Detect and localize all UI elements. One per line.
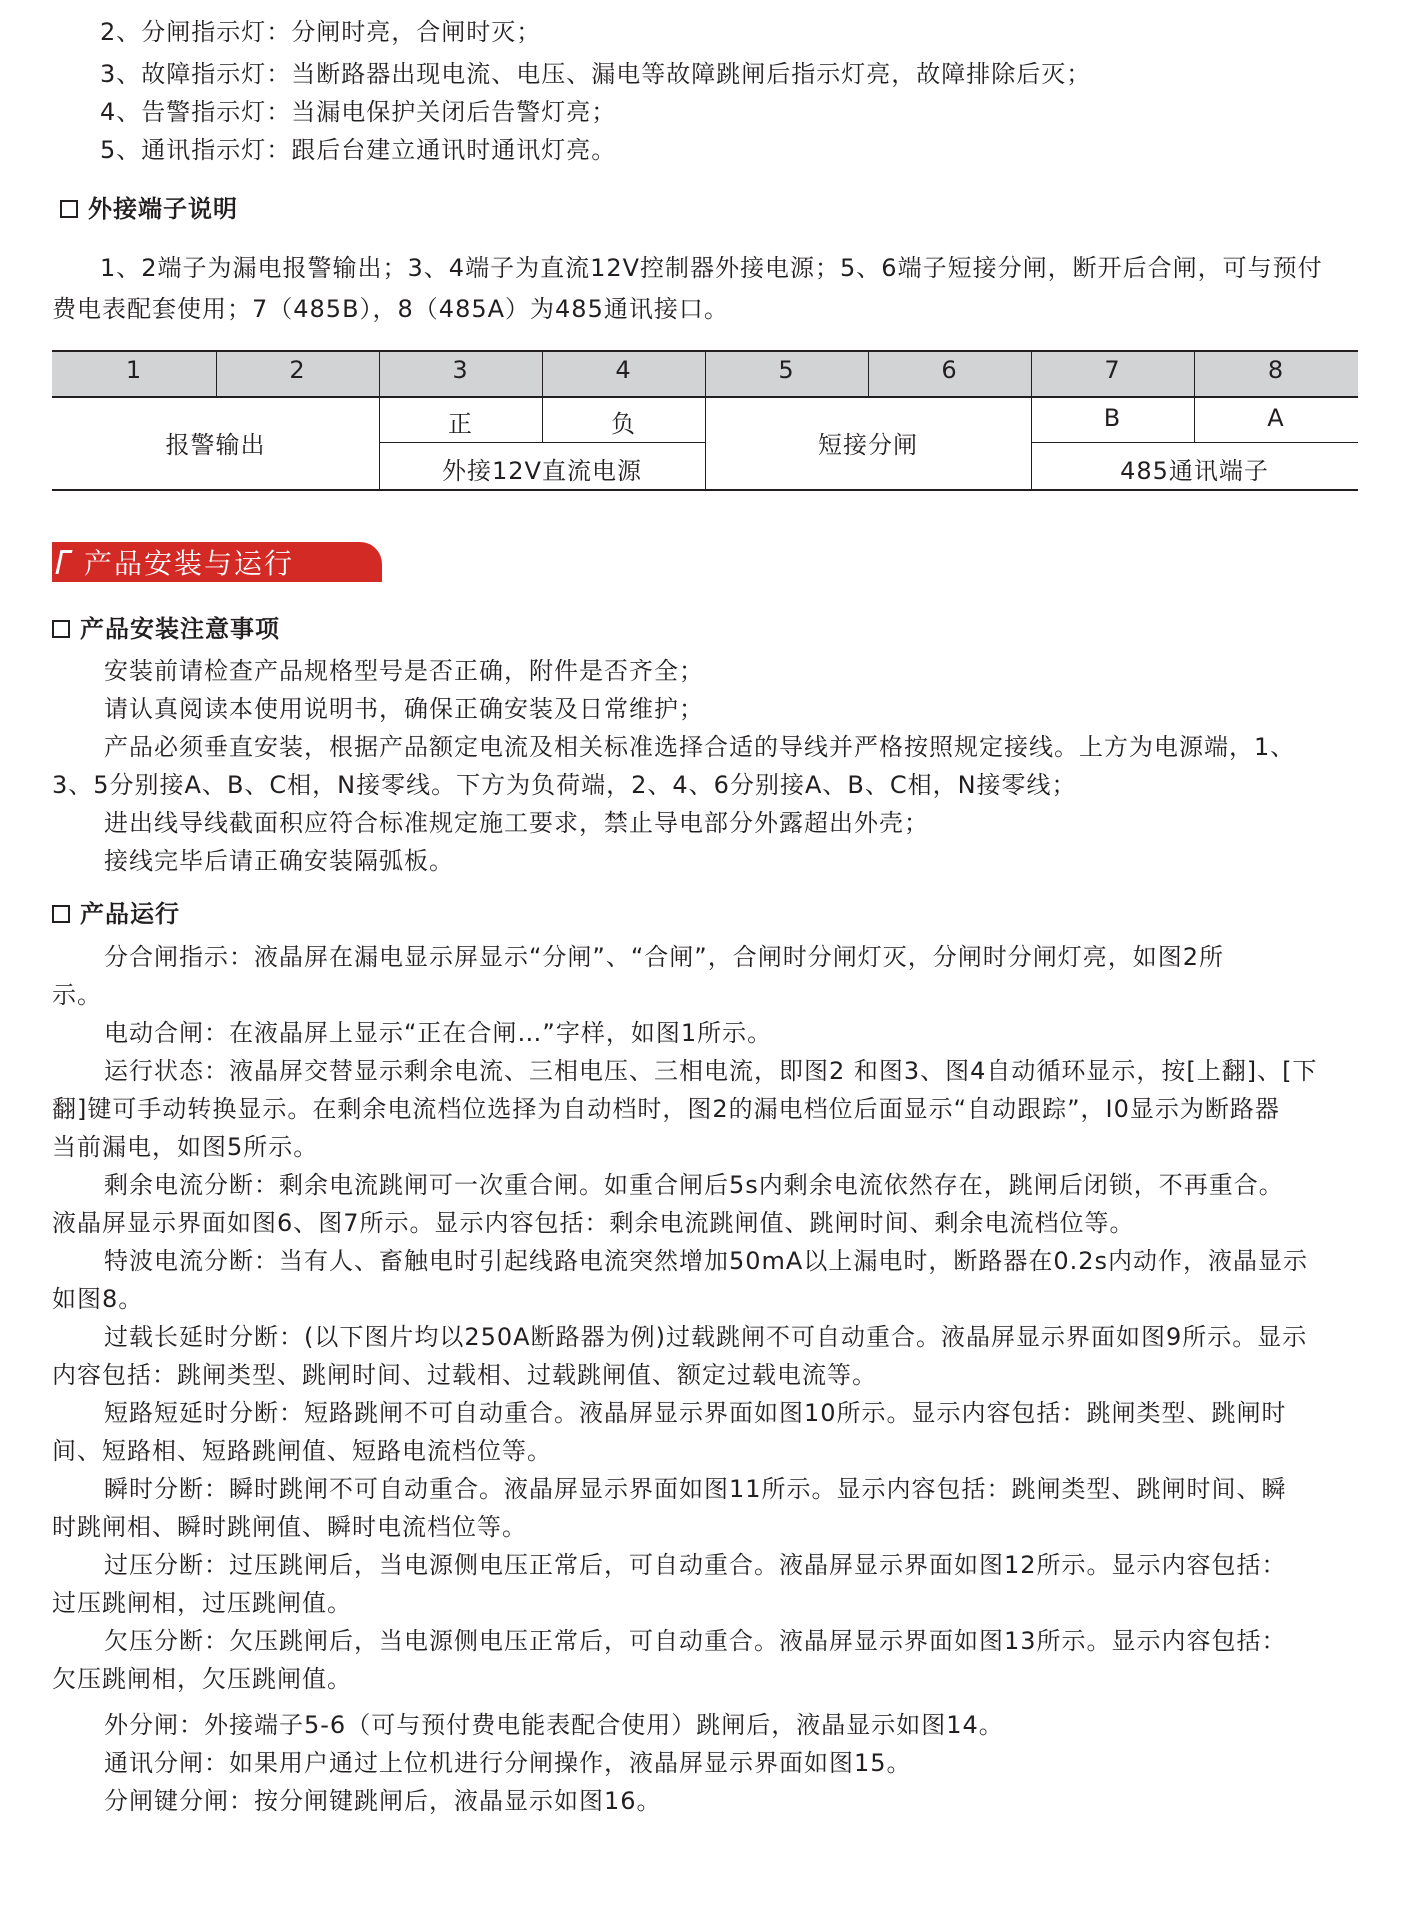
checkbox-icon — [52, 620, 70, 638]
operation-heading — [52, 895, 180, 933]
operation-line: 特波电流分断：当有人、畜触电时引起线路电流突然增加50mA以上漏电时，断路器在0.2s内动作，液晶显示 — [104, 1247, 1309, 1275]
table-cell-short-trip: 短接分闸 — [818, 431, 918, 459]
operation-line: 液晶屏显示界面如图6、图7所示。显示内容包括：剩余电流跳闸值、跳闸时间、剩余电流档位等。 — [52, 1209, 1135, 1237]
operation-line: 运行状态：液晶屏交替显示剩余电流、三相电压、三相电流，即图2 和图3、图4自动循环显示，按[上翻]、[下 — [104, 1057, 1318, 1085]
operation-line: 翻]键可手动转换显示。在剩余电流档位选择为自动档时，图2的漏电档位后面显示“自动跟踪”，I0显示为断路器 — [52, 1095, 1280, 1123]
operation-line: 过压跳闸相，过压跳闸值。 — [52, 1589, 352, 1617]
table-cell-dc-power: 外接12V直流电源 — [442, 457, 642, 485]
operation-line: 内容包括：跳闸类型、跳闸时间、过载相、过载跳闸值、额定过载电流等。 — [52, 1361, 877, 1389]
operation-line: 欠压分断：欠压跳闸后，当电源侧电压正常后，可自动重合。液晶屏显示界面如图13所示。显示内容包括： — [104, 1627, 1287, 1655]
operation-line: 欠压跳闸相，欠压跳闸值。 — [52, 1665, 352, 1693]
table-cell-negative: 负 — [611, 410, 636, 438]
table-cell-comm-terminal: 485通讯端子 — [1120, 457, 1269, 485]
indicator-line-4: 4、告警指示灯：当漏电保护关闭后告警灯亮； — [100, 98, 617, 126]
install-heading — [52, 610, 280, 648]
table-cell-positive: 正 — [448, 410, 473, 438]
operation-line: 过载长延时分断：(以下图片均以250A断路器为例)过载跳闸不可自动重合。液晶屏显示界面如图9所示。显示 — [104, 1323, 1308, 1351]
terminals-para-line-2: 费电表配套使用；7（485B），8（485A）为485通讯接口。 — [52, 295, 729, 323]
checkbox-icon — [60, 200, 78, 218]
table-cell-alarm-output: 报警输出 — [165, 431, 266, 459]
table-bottom-border — [52, 489, 1358, 491]
table-cell-a: A — [1267, 404, 1285, 432]
table-cell-b: B — [1103, 404, 1122, 432]
operation-line: 分合闸指示：液晶屏在漏电显示屏显示“分闸”、“合闸”，合闸时分闸灯灭，分闸时分闸灯亮，如图2所 — [104, 943, 1225, 971]
table-header-cell: 4 — [615, 356, 632, 384]
table-header-cell: 5 — [778, 356, 795, 384]
checkbox-icon — [52, 905, 70, 923]
install-heading-text: 产品安装注意事项 — [80, 615, 280, 643]
install-line: 接线完毕后请正确安装隔弧板。 — [104, 847, 454, 875]
table-header-cell: 3 — [452, 356, 469, 384]
terminals-heading — [60, 190, 238, 228]
install-line: 产品必须垂直安装，根据产品额定电流及相关标准选择合适的导线并严格按照规定接线。上方为电源端，1、 — [104, 733, 1296, 761]
operation-line: 通讯分闸：如果用户通过上位机进行分闸操作，液晶屏显示界面如图15。 — [104, 1749, 912, 1777]
operation-heading-text: 产品运行 — [80, 900, 180, 928]
table-header-cell: 8 — [1267, 356, 1285, 384]
table-divider — [379, 442, 705, 443]
table-header-cell: 1 — [125, 356, 143, 384]
operation-line: 时跳闸相、瞬时跳闸值、瞬时电流档位等。 — [52, 1513, 527, 1541]
operation-line: 分闸键分闸：按分闸键跳闸后，液晶显示如图16。 — [104, 1787, 662, 1815]
install-line: 进出线导线截面积应符合标准规定施工要求，禁止导电部分外露超出外壳； — [104, 809, 929, 837]
table-header-cell: 2 — [289, 356, 306, 384]
operation-line: 瞬时分断：瞬时跳闸不可自动重合。液晶屏显示界面如图11所示。显示内容包括：跳闸类型、跳闸时间、瞬 — [104, 1475, 1287, 1503]
terminals-para-line-1: 1、2端子为漏电报警输出；3、4端子为直流12V控制器外接电源；5、6端子短接分闸，断开后合闸，可与预付 — [100, 254, 1323, 282]
indicator-line-2: 2、分闸指示灯：分闸时亮，合闸时灭； — [100, 18, 542, 46]
install-line: 请认真阅读本使用说明书，确保正确安装及日常维护； — [104, 695, 704, 723]
operation-line: 短路短延时分断：短路跳闸不可自动重合。液晶屏显示界面如图10所示。显示内容包括：跳闸类型、跳闸时 — [104, 1399, 1287, 1427]
operation-line: 外分闸：外接端子5-6（可与预付费电能表配合使用）跳闸后，液晶显示如图14。 — [104, 1711, 1004, 1739]
operation-line: 电动合闸：在液晶屏上显示“正在合闸…”字样，如图1所示。 — [104, 1019, 773, 1047]
corner-mark-icon — [55, 550, 72, 574]
terminals-heading-text: 外接端子说明 — [88, 195, 238, 223]
operation-line: 如图8。 — [52, 1285, 144, 1313]
operation-line: 示。 — [52, 981, 102, 1009]
indicator-line-3: 3、故障指示灯：当断路器出现电流、电压、漏电等故障跳闸后指示灯亮，故障排除后灭； — [100, 60, 1092, 88]
operation-line: 剩余电流分断：剩余电流跳闸可一次重合闸。如重合闸后5s内剩余电流依然存在，跳闸后闭锁，不再重合。 — [104, 1171, 1284, 1199]
table-header-cell: 6 — [941, 356, 958, 384]
section-title: 产品安装与运行 — [84, 547, 295, 580]
install-line: 安装前请检查产品规格型号是否正确，附件是否齐全； — [104, 657, 704, 685]
indicator-line-5: 5、通讯指示灯：跟后台建立通讯时通讯灯亮。 — [100, 136, 617, 164]
section-banner — [52, 542, 382, 582]
operation-line: 当前漏电，如图5所示。 — [52, 1133, 319, 1161]
operation-line: 间、短路相、短路跳闸值、短路电流档位等。 — [52, 1437, 552, 1465]
operation-line: 过压分断：过压跳闸后，当电源侧电压正常后，可自动重合。液晶屏显示界面如图12所示。显示内容包括： — [104, 1551, 1287, 1579]
table-divider — [1031, 442, 1358, 443]
install-line: 3、5分别接A、B、C相，N接零线。下方为负荷端，2、4、6分别接A、B、C相，N接零线； — [52, 771, 1077, 799]
table-header-cell: 7 — [1104, 356, 1121, 384]
